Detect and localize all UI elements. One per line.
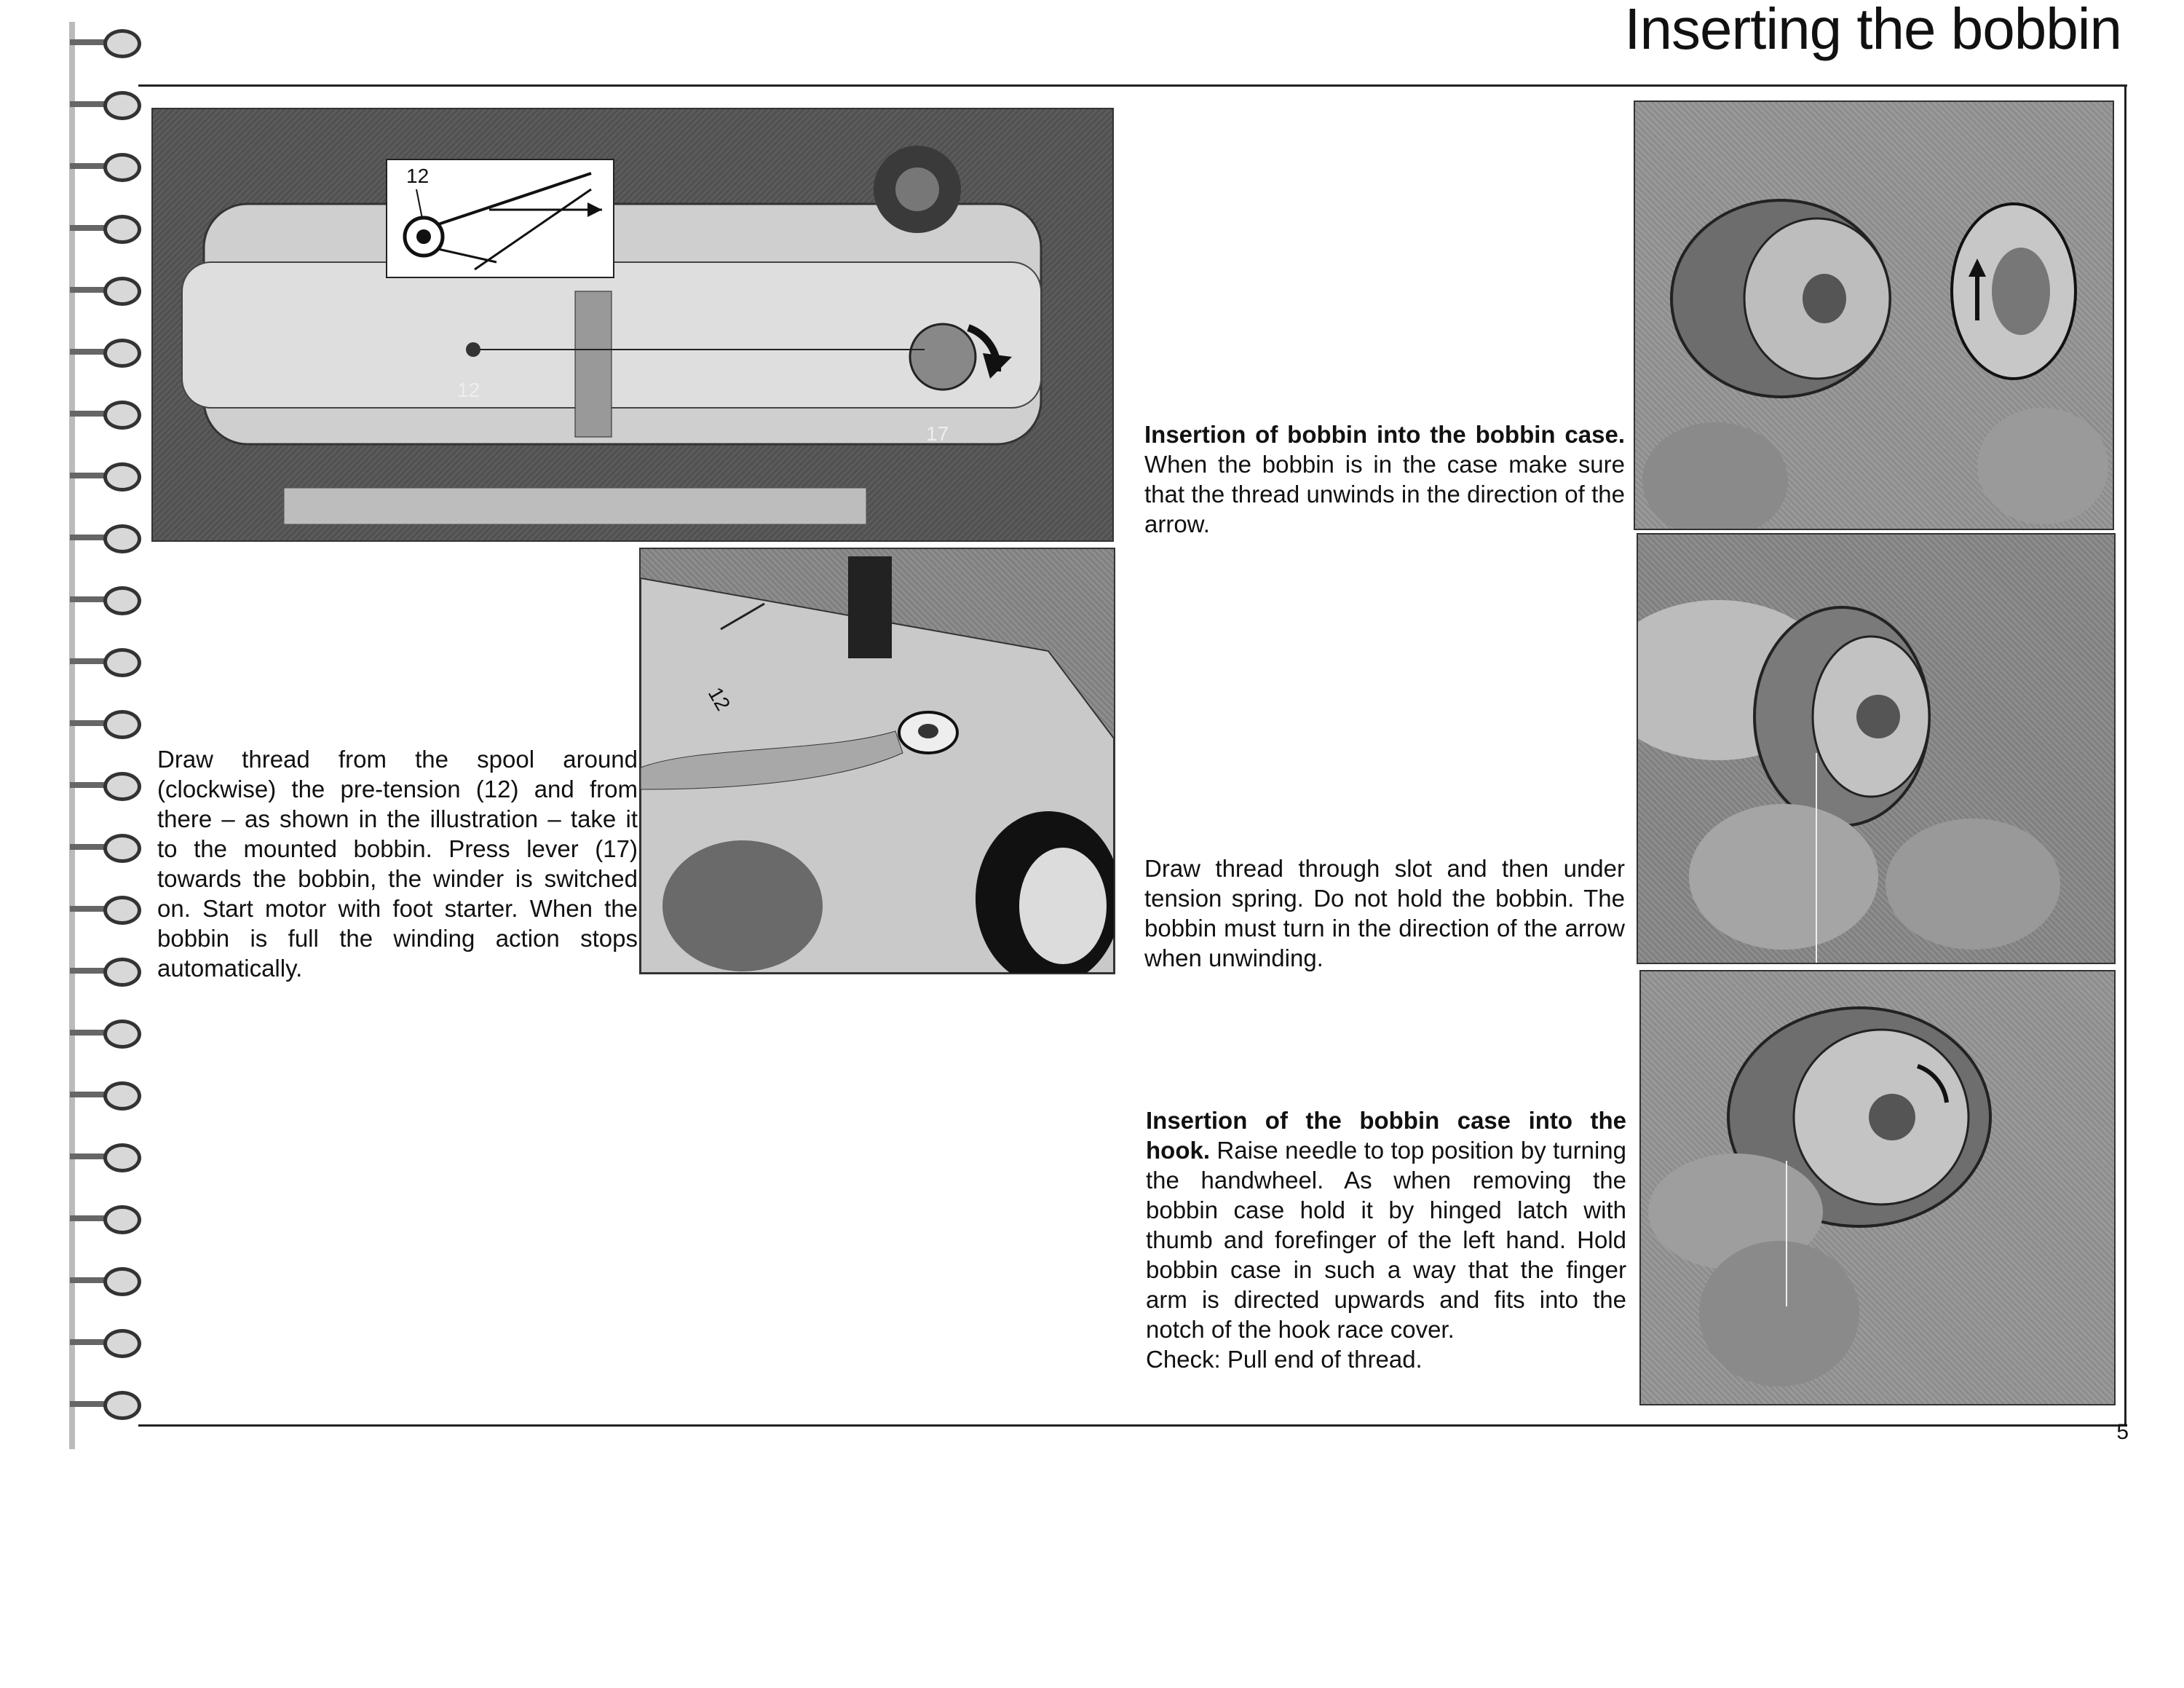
section-thread-slot: Draw thread through slot and then under tension spring. Do not hold the bobbin. The bobbin must turn in the direction of the arrow when unwinding. bbox=[1144, 855, 1625, 971]
binding-ring bbox=[103, 958, 141, 987]
binding-ring bbox=[103, 1205, 141, 1234]
pretension-inset bbox=[386, 159, 614, 278]
page-title: Inserting the bobbin bbox=[1624, 0, 2121, 61]
binding-ring bbox=[103, 710, 141, 739]
binding-ring bbox=[103, 896, 141, 925]
photo-bobbin-winder bbox=[639, 548, 1115, 974]
photo-thread-slot bbox=[1637, 533, 2116, 964]
page-number: 5 bbox=[2116, 1420, 2129, 1444]
binding-ring bbox=[103, 462, 141, 492]
bobbin-case-illustration bbox=[1635, 102, 2113, 529]
callout-12-inset: 12 bbox=[406, 165, 430, 187]
photo-bobbin-in-case bbox=[1634, 100, 2114, 530]
binding-ring bbox=[103, 1329, 141, 1358]
check-instruction: Check: Pull end of thread. bbox=[1146, 1346, 1423, 1373]
binding-ring bbox=[103, 772, 141, 801]
binding-ring bbox=[103, 153, 141, 182]
section-case-into-hook-text: Raise needle to top position by turning the handwheel. As when removing the bobbin case hold it by hinged latch with thumb and forefinger of the left hand. Hold bobbin case in such a way that the finger arm is directed upwards and fits into the notch of the hook race cover. bbox=[1146, 1137, 1627, 1343]
binding-ring bbox=[103, 586, 141, 615]
binding-ring bbox=[103, 215, 141, 244]
binding-ring bbox=[103, 1019, 141, 1049]
section-case-into-hook-heading: Insertion of the bobbin case into the hook. bbox=[1146, 1107, 1626, 1164]
callout-12-winder: 12 bbox=[703, 683, 735, 714]
binding-ring bbox=[103, 1143, 141, 1172]
binding-ring bbox=[103, 834, 141, 863]
photo-case-into-hook bbox=[1639, 970, 2116, 1405]
callout-12: 12 bbox=[457, 379, 480, 401]
hook-illustration bbox=[1641, 971, 2114, 1404]
photo-machine-top-view bbox=[151, 108, 1114, 542]
binding-ring bbox=[103, 91, 141, 120]
callout-17: 17 bbox=[926, 422, 949, 445]
section-case-into-hook bbox=[1146, 1105, 1626, 1374]
binding-ring bbox=[103, 339, 141, 368]
frame-line-bottom bbox=[138, 1424, 2127, 1427]
binding-ring bbox=[103, 401, 141, 430]
binding-ring bbox=[103, 277, 141, 306]
frame-line-right bbox=[2124, 84, 2126, 1424]
binding-ring bbox=[103, 1267, 141, 1296]
winding-instructions: Draw thread from the spool around (clockwise) the pre-tension (12) and from there – as shown in the illustration – take it to the mounted bobbin. Press lever (17) towards the bobbin, the winder is switched on. Start motor with foot starter. When the bobbin is full the winding action stops automatically. bbox=[157, 746, 638, 982]
binding-ring bbox=[103, 1391, 141, 1420]
section-bobbin-into-case-heading: Insertion of bobbin into the bobbin case. bbox=[1144, 421, 1625, 448]
thread-slot-illustration bbox=[1638, 535, 2114, 963]
frame-line-top bbox=[138, 84, 2127, 87]
section-bobbin-into-case-text: When the bobbin is in the case make sure that the thread unwinds in the direction of the arrow. bbox=[1144, 451, 1625, 537]
machine-illustration bbox=[153, 109, 1112, 540]
binding-ring bbox=[103, 524, 141, 553]
section-bobbin-into-case bbox=[1144, 419, 1625, 539]
winder-illustration bbox=[641, 549, 1114, 973]
binding-ring bbox=[103, 29, 141, 58]
binding-ring bbox=[103, 1081, 141, 1111]
binding-ring bbox=[103, 648, 141, 677]
binding-spine bbox=[69, 22, 75, 1449]
